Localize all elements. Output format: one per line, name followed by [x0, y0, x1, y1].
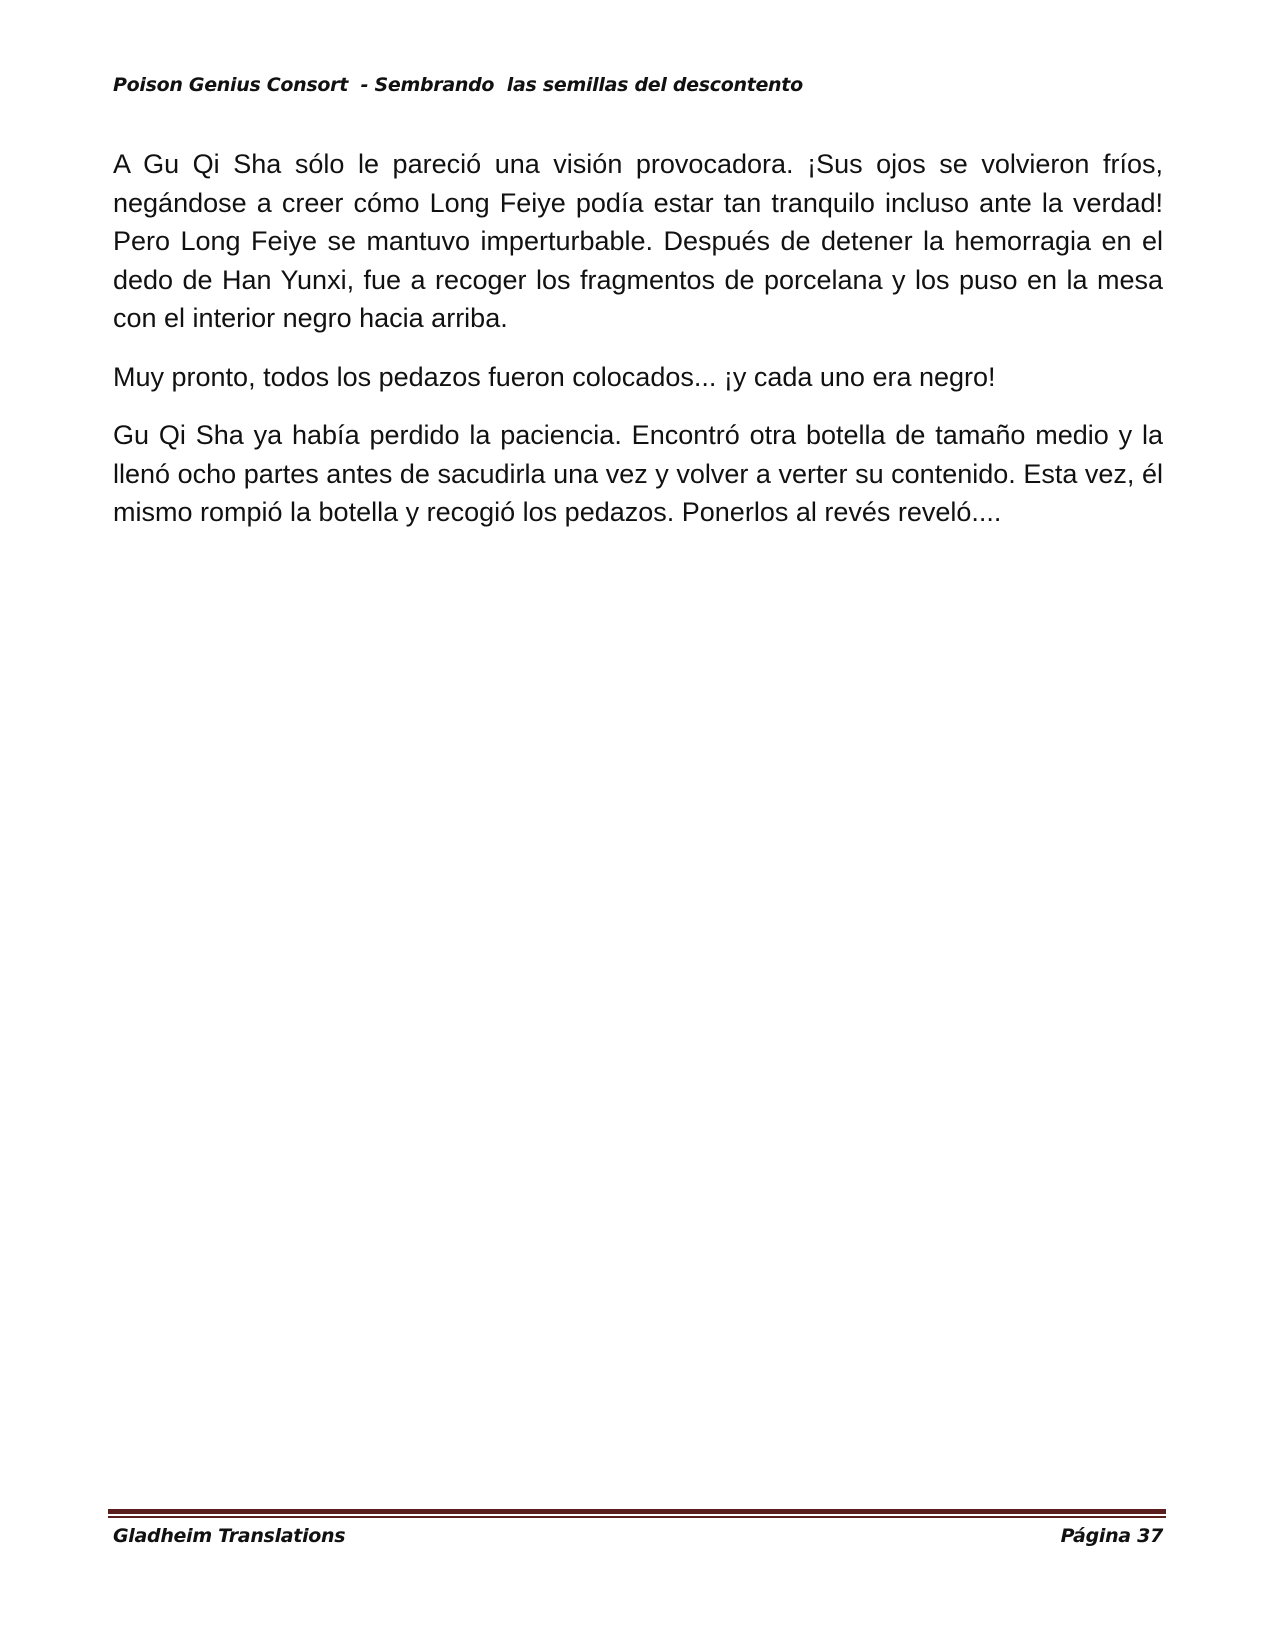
footer-divider-thick-line [108, 1509, 1166, 1514]
footer-divider [108, 1509, 1166, 1519]
running-header: Poison Genius Consort - Sembrando las semillas del descontento [113, 74, 803, 96]
paragraph: Gu Qi Sha ya había perdido la paciencia. Encontró otra botella de tamaño medio y la llenó ocho partes antes de sacudirla una vez y volver a verter su contenido. Esta vez, él mismo rompió la botella y recogió los pedazos. Ponerlos al revés reveló.... [113, 420, 1163, 527]
paragraph: Muy pronto, todos los pedazos fueron colocados... ¡y cada uno era negro! [113, 361, 996, 392]
footer-divider-thin-line [108, 1516, 1166, 1518]
footer-page-number: Página 37 [1060, 1525, 1163, 1547]
body-text [113, 145, 1163, 552]
footer-publisher: Gladheim Translations [113, 1525, 346, 1547]
paragraph: A Gu Qi Sha sólo le pareció una visión provocadora. ¡Sus ojos se volvieron fríos, negándose a creer cómo Long Feiye podía estar tan tranquilo incluso ante la verdad! Pero Long Feiye se mantuvo imperturbable. Después de detener la hemorragia en el dedo de Han Yunxi, fue a recoger los fragmentos de porcelana y los puso en la mesa con el interior negro hacia arriba. [113, 149, 1163, 333]
